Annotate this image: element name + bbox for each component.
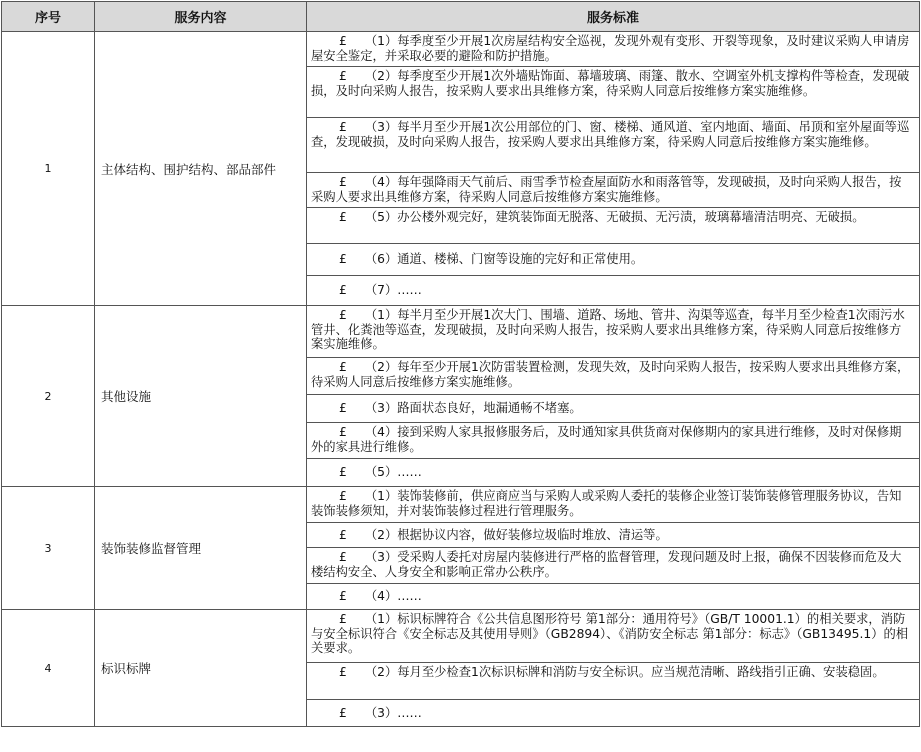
service-standard-item: £ （6）通道、楼梯、门窗等设施的完好和正常使用。 — [307, 244, 920, 276]
header-no: 序号 — [2, 2, 95, 32]
row-number: 2 — [2, 306, 95, 487]
checkbox-icon: £ — [339, 210, 347, 224]
service-standard-item: £ （4）接到采购人家具报修服务后，及时通知家具供货商对保修期内的家具进行维修，及时对保修期外的家具进行维修。 — [307, 423, 920, 459]
service-content: 主体结构、围护结构、部品部件 — [95, 32, 307, 306]
checkbox-icon: £ — [339, 465, 347, 480]
checkbox-icon: £ — [339, 425, 347, 439]
service-standard-item: £ （1）每季度至少开展1次房屋结构安全巡视，发现外观有变形、开裂等现象，及时建议采购人申请房屋安全鉴定，并采取必要的避险和防护措施。 — [307, 32, 920, 67]
checkbox-icon: £ — [339, 308, 347, 322]
checkbox-icon: £ — [339, 550, 347, 564]
table-row — [2, 306, 920, 358]
service-content: 装饰装修监督管理 — [95, 487, 307, 610]
checkbox-icon: £ — [339, 69, 347, 83]
service-standard-item: £ （2）根据协议内容，做好装修垃圾临时堆放、清运等。 — [307, 523, 920, 548]
checkbox-icon: £ — [339, 175, 347, 189]
checkbox-icon: £ — [339, 489, 347, 503]
service-standard-item: £ （1）每半月至少开展1次大门、围墙、道路、场地、管井、沟渠等巡查，每半月至少检查1次雨污水管井、化粪池等巡查，发现破损，及时向采购人报告，按采购人要求出具维修方案，待采购人同意后按维修方案实施维修。 — [307, 306, 920, 358]
row-number: 1 — [2, 32, 95, 306]
service-standard-table — [1, 1, 920, 727]
service-standard-item: £ （3）受采购人委托对房屋内装修进行严格的监督管理，发现问题及时上报，确保不因装修而危及大楼结构安全、人身安全和影响正常办公秩序。 — [307, 548, 920, 584]
service-standard-item: £ （5）办公楼外观完好，建筑装饰面无脱落、无破损、无污渍，玻璃幕墙清洁明亮、无破损。 — [307, 208, 920, 244]
service-standard-item: £ （3）每半月至少开展1次公用部位的门、窗、楼梯、通风道、室内地面、墙面、吊顶和室外屋面等巡查，发现破损，及时向采购人报告，按采购人要求出具维修方案，待采购人同意后按维修方案实施维修。 — [307, 118, 920, 173]
service-standard-item: £ （5）…… — [307, 459, 920, 487]
checkbox-icon: £ — [339, 527, 347, 542]
table-row — [2, 32, 920, 67]
table-row — [2, 487, 920, 523]
checkbox-icon: £ — [339, 360, 347, 374]
checkbox-icon: £ — [339, 252, 347, 267]
header-standard: 服务标准 — [307, 2, 920, 32]
service-standard-item: £ （2）每月至少检查1次标识标牌和消防与安全标识。应当规范清晰、路线指引正确、安装稳固。 — [307, 663, 920, 700]
service-standard-item: £ （7）…… — [307, 276, 920, 306]
header-row — [2, 2, 920, 32]
service-standard-item: £ （3）路面状态良好，地漏通畅不堵塞。 — [307, 395, 920, 423]
service-standard-item: £ （1）装饰装修前，供应商应当与采购人或采购人委托的装修企业签订装饰装修管理服务协议，告知装饰装修须知，并对装饰装修过程进行管理服务。 — [307, 487, 920, 523]
table-row — [2, 610, 920, 663]
service-standard-item: £ （1）标识标牌符合《公共信息图形符号 第1部分：通用符号》（GB/T 10001.1）的相关要求，消防与安全标识符合《安全标志及其使用导则》（GB2894）、《消防安全标志 第1部分：标志》（GB13495.1）的相关要求。 — [307, 610, 920, 663]
service-content: 其他设施 — [95, 306, 307, 487]
row-number: 4 — [2, 610, 95, 727]
service-standard-item: £ （4）每年强降雨天气前后、雨雪季节检查屋面防水和雨落管等，发现破损，及时向采购人报告，按采购人要求出具维修方案，待采购人同意后按维修方案实施维修。 — [307, 173, 920, 208]
service-standard-item: £ （3）…… — [307, 700, 920, 727]
checkbox-icon: £ — [339, 401, 347, 416]
checkbox-icon: £ — [339, 589, 347, 604]
checkbox-icon: £ — [339, 612, 347, 626]
checkbox-icon: £ — [339, 705, 347, 720]
checkbox-icon: £ — [339, 120, 347, 134]
service-standard-item: £ （2）每年至少开展1次防雷装置检测，发现失效，及时向采购人报告，按采购人要求出具维修方案，待采购人同意后按维修方案实施维修。 — [307, 358, 920, 395]
checkbox-icon: £ — [339, 34, 347, 48]
service-content: 标识标牌 — [95, 610, 307, 727]
row-number: 3 — [2, 487, 95, 610]
service-standard-item: £ （4）…… — [307, 584, 920, 610]
checkbox-icon: £ — [339, 283, 347, 298]
checkbox-icon: £ — [339, 665, 347, 679]
header-content: 服务内容 — [95, 2, 307, 32]
service-standard-item: £ （2）每季度至少开展1次外墙贴饰面、幕墙玻璃、雨篷、散水、空调室外机支撑构件等检查，发现破损，及时向采购人报告，按采购人要求出具维修方案，待采购人同意后按维修方案实施维修。 — [307, 67, 920, 118]
